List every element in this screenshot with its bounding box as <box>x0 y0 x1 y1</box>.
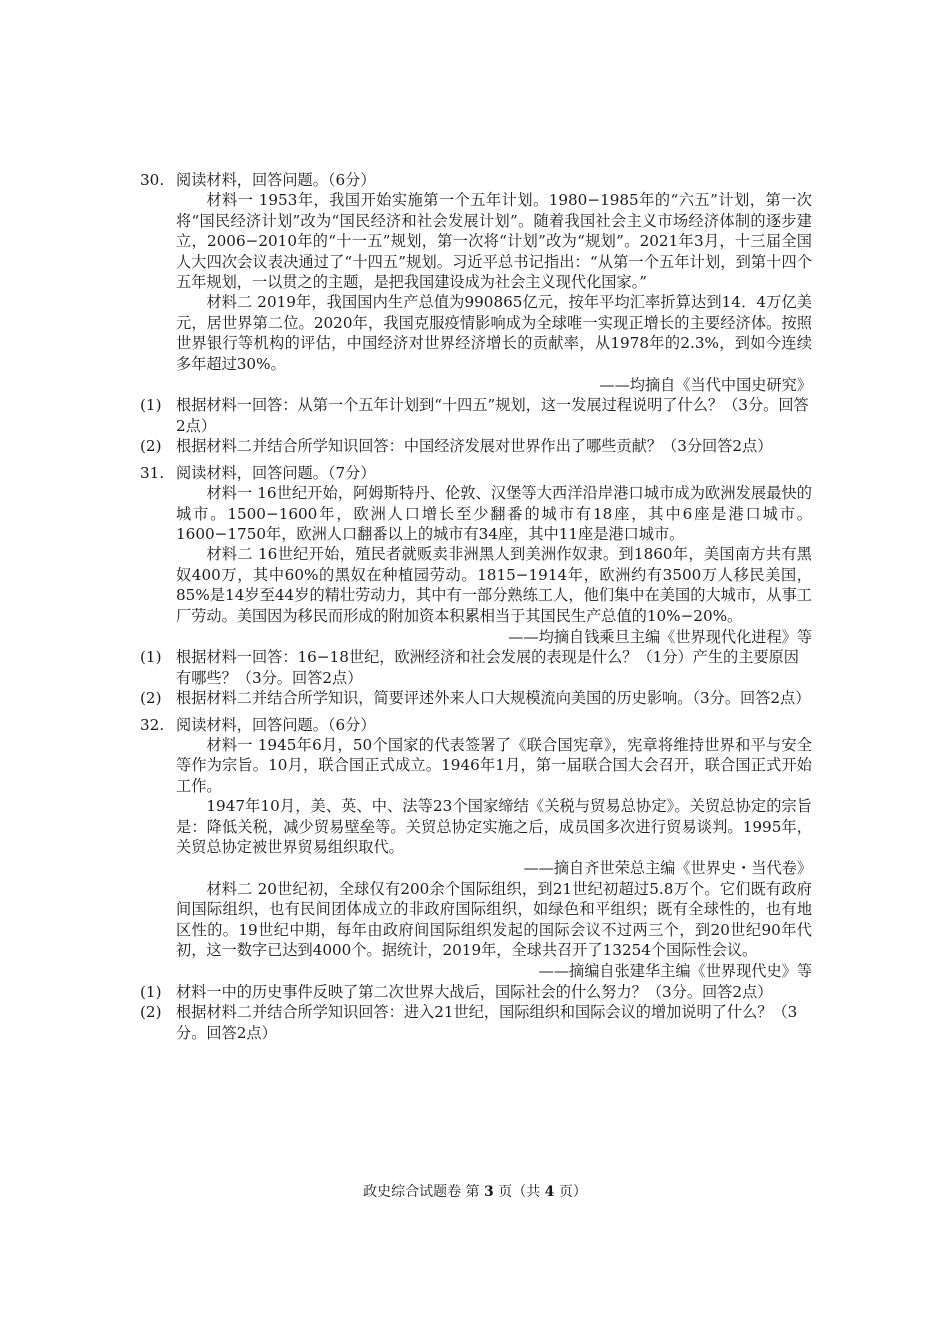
question-number: 31. <box>140 463 165 482</box>
question-30 <box>140 170 812 457</box>
footer-mid: 页（共 <box>498 1184 541 1200</box>
question-title: 阅读材料，回答问题。（7分） <box>176 463 376 482</box>
question-number: 32. <box>140 715 165 734</box>
footer-page-number: 3 <box>484 1184 494 1200</box>
sub-question <box>140 688 812 708</box>
sub-question-label: (2) <box>140 437 162 456</box>
sub-question <box>140 436 812 456</box>
sub-question <box>140 647 812 688</box>
page-footer <box>0 1181 950 1201</box>
question-32 <box>140 715 812 1044</box>
sub-question-label: (1) <box>140 396 162 415</box>
question-31 <box>140 463 812 709</box>
sub-question <box>140 982 812 1002</box>
footer-total-pages: 4 <box>544 1184 555 1200</box>
material-paragraph: 材料一 1945年6月，50个国家的代表签署了《联合国宪章》，宪章将维持世界和平与安全等作为宗旨。10月，联合国正式成立。1946年1月，第一届联合国大会召开，联合国正式开始工作。 <box>176 735 812 795</box>
sub-question-label: (1) <box>140 648 162 667</box>
material-paragraph: 1947年10月，美、英、中、法等23个国家缔结《关税与贸易总协定》。关贸总协定的宗旨是：降低关税，减少贸易壁垒等。关贸总协定实施之后，成员国多次进行贸易谈判。1995年，关贸总协定被世界贸易组织取代。 <box>176 797 812 856</box>
material-paragraph: 材料二 2019年，我国国内生产总值为990865亿元，按年平均汇率折算达到14．4万亿美元，居世界第二位。2020年，我国克服疫情影响成为全球唯一实现正增长的主要经济体。按照世界银行等机构的评估，中国经济对世界经济增长的贡献率，从1978年的2.3%，到如今连续多年超过30%。 <box>176 293 812 373</box>
source-citation: ——均摘自《当代中国史研究》 <box>599 376 812 395</box>
sub-question-text: 根据材料一回答：16−18世纪，欧洲经济和社会发展的表现是什么？（1分）产生的主要原因有哪些？（3分。回答2点） <box>176 648 799 687</box>
sub-question-label: (2) <box>140 1003 162 1022</box>
sub-question-text: 根据材料一回答：从第一个五年计划到“十四五”规划，这一发展过程说明了什么？（3分。回答2点） <box>176 396 809 435</box>
sub-question <box>140 1002 812 1043</box>
sub-question <box>140 395 812 436</box>
source-citation: ——均摘自钱乘旦主编《世界现代化进程》等 <box>508 627 812 646</box>
source-citation: ——摘自齐世荣总主编《世界史・当代卷》 <box>523 859 812 878</box>
question-title: 阅读材料，回答问题。（6分） <box>176 715 376 734</box>
question-title: 阅读材料，回答问题。（6分） <box>176 171 376 189</box>
sub-question-text: 根据材料二并结合所学知识回答：中国经济发展对世界作出了哪些贡献？（3分回答2点） <box>176 437 773 456</box>
exam-page <box>140 170 812 1043</box>
sub-question-text: 根据材料二并结合所学知识回答：进入21世纪，国际组织和国际会议的增加说明了什么？（3分。回答2点） <box>176 1003 798 1042</box>
footer-suffix: 页） <box>558 1184 587 1200</box>
material-paragraph: 材料一 16世纪开始，阿姆斯特丹、伦敦、汉堡等大西洋沿岸港口城市成为欧洲发展最快的城市。1500−1600年，欧洲人口增长至少翻番的城市有18座，其中6座是港口城市。1600−1750年，欧洲人口翻番以上的城市有34座，其中11座是港口城市。 <box>176 484 812 543</box>
sub-question-label: (2) <box>140 689 162 708</box>
material-paragraph: 材料二 20世纪初，全球仅有200余个国际组织，到21世纪初超过5.8万个。它们既有政府间国际组织，也有民间团体成立的非政府国际组织，如绿色和平组织；既有全球性的，也有地区性的。19世纪中期，每年由政府间国际组织发起的国际会议不过两三个，到20世纪90年代初，这一数字已达到4000个。据统计，2019年，全球共召开了13254个国际性会议。 <box>176 879 812 960</box>
question-number: 30. <box>140 171 165 189</box>
source-citation: ——摘编自张建华主编《世界现代史》等 <box>538 962 812 981</box>
footer-prefix: 政史综合试题卷 第 <box>363 1184 480 1200</box>
sub-question-text: 材料一中的历史事件反映了第二次世界大战后，国际社会的什么努力？（3分。回答2点） <box>176 982 773 1001</box>
material-paragraph: 材料二 16世纪开始，殖民者就贩卖非洲黑人到美洲作奴隶。到1860年，美国南方共有黑奴400万，其中60%的黑奴在种植园劳动。1815−1914年，欧洲约有3500万人移民美国，85%是14岁至44岁的精壮劳动力，其中有一部分熟练工人，他们集中在美国的大城市，从事工厂劳动。美国因为移民而形成的附加资本积累相当于其国民生产总值的10%−20%。 <box>176 545 812 625</box>
material-paragraph: 材料一 1953年，我国开始实施第一个五年计划。1980−1985年的“六五”计划，第一次将“国民经济计划”改为“国民经济和社会发展计划”。随着我国社会主义市场经济体制的逐步建立，2006−2010年的“十一五”规划，第一次将“计划”改为“规划”。2021年3月，十三届全国人大四次会议表决通过了“十四五”规划。习近平总书记指出：“从第一个五年计划，到第十四个五年规划，一以贯之的主题，是把我国建设成为社会主义现代化国家。” <box>176 191 812 292</box>
sub-question-text: 根据材料二并结合所学知识，简要评述外来人口大规模流向美国的历史影响。（3分。回答2点） <box>176 689 811 708</box>
sub-question-label: (1) <box>140 982 162 1001</box>
